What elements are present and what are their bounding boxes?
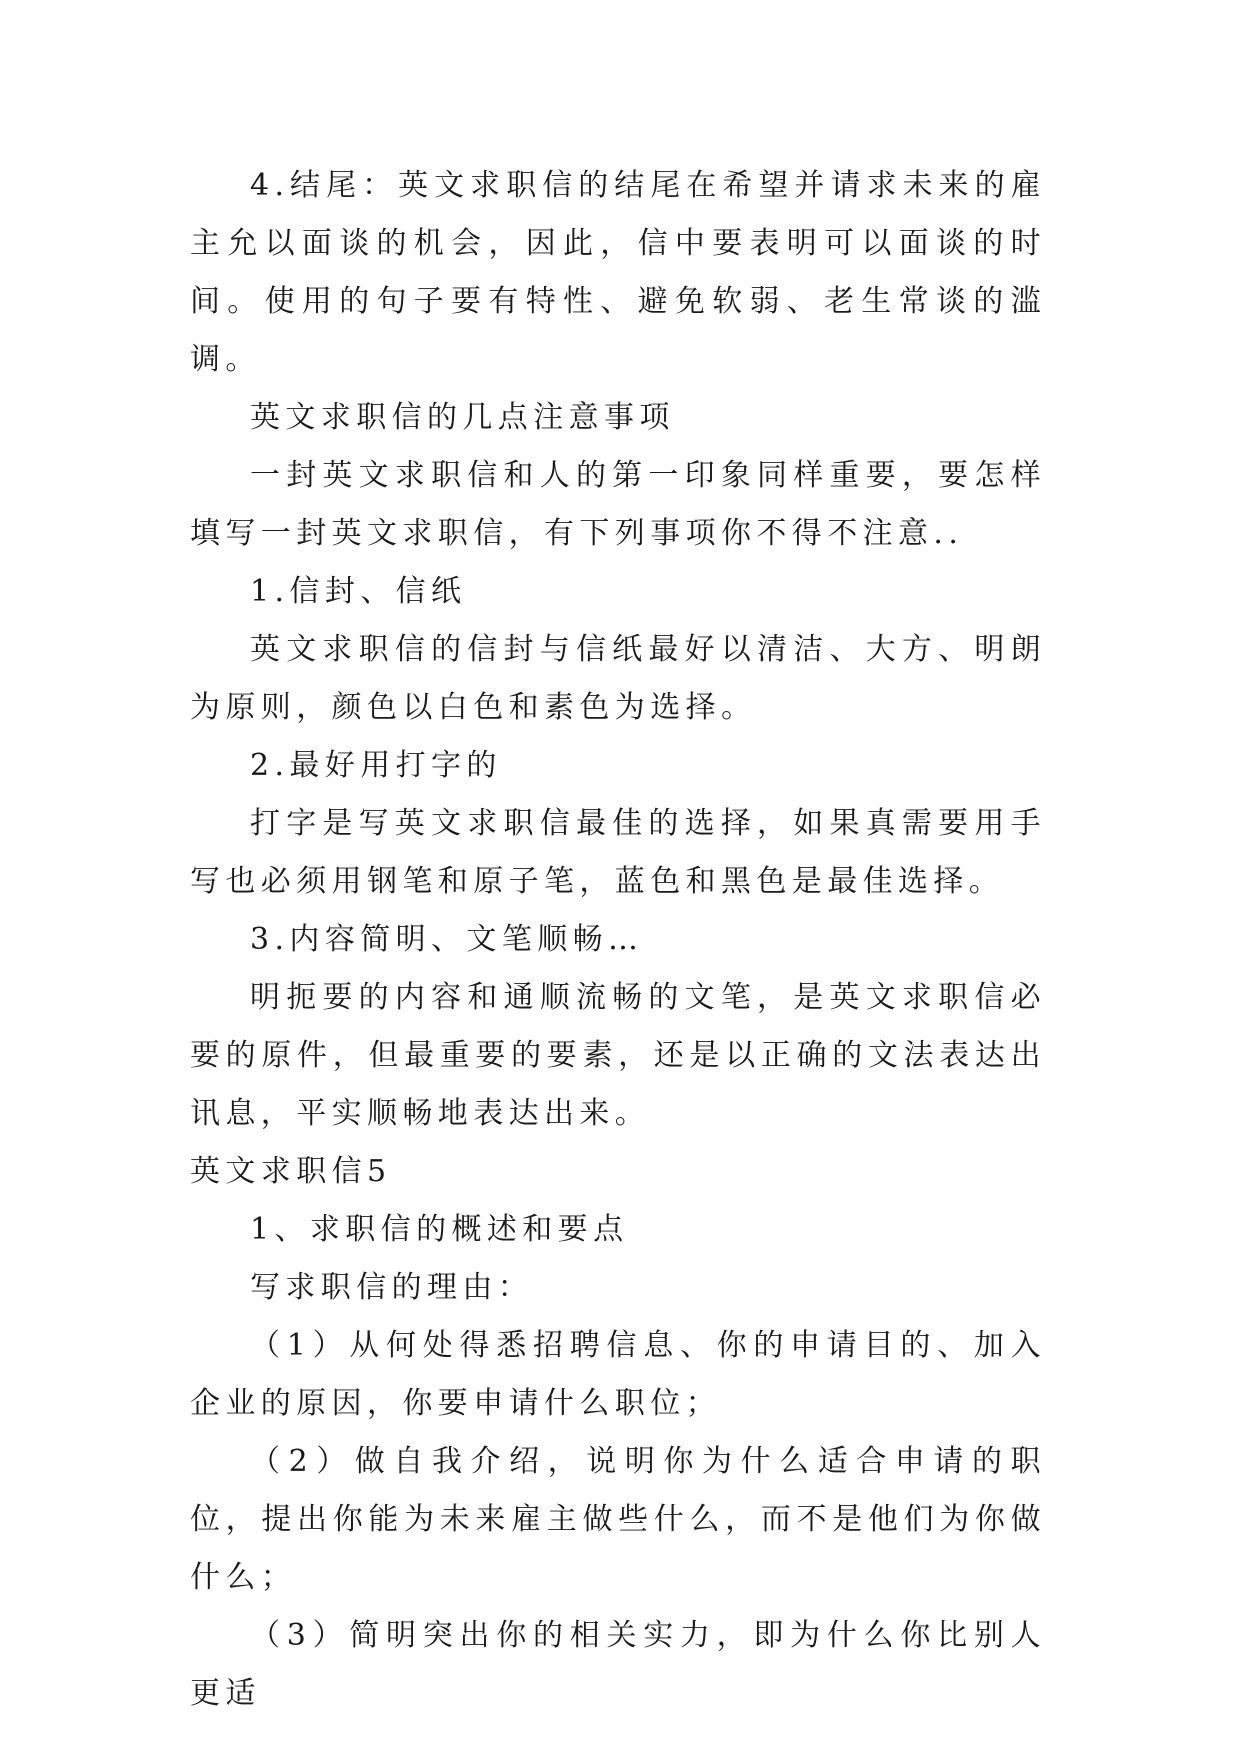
document-body [190, 157, 1046, 1723]
paragraph-typing: 打字是写英文求职信最佳的选择，如果真需要用手写也必须用钢笔和原子笔，蓝色和黑色是最佳选择。 [190, 806, 1046, 899]
section-heading-notes: 英文求职信的几点注意事项 [250, 400, 675, 435]
item-heading-typing: 2.最好用打字的 [250, 748, 502, 783]
paragraph-reasons-label: 写求职信的理由： [250, 1270, 534, 1305]
paragraph-intro-notes: 一封英文求职信和人的第一印象同样重要，要怎样填写一封英文求职信，有下列事项你不得不注意.. [190, 458, 1046, 551]
paragraph-closing-tip: 4.结尾：英文求职信的结尾在希望并请求未来的雇主允以面谈的机会，因此，信中要表明可以面谈的时间。使用的句子要有特性、避免软弱、老生常谈的滥调。 [190, 168, 1046, 377]
paragraph-content: 明扼要的内容和通顺流畅的文笔，是英文求职信必要的原件，但最重要的要素，还是以正确的文法表达出讯息，平实顺畅地表达出来。 [190, 980, 1046, 1131]
item-heading-envelope: 1.信封、信纸 [250, 574, 467, 609]
item-heading-content: 3.内容简明、文笔顺畅… [250, 922, 644, 957]
section-title-letter-5: 英文求职信5 [190, 1154, 392, 1189]
list-item-reason-3: （3）简明突出你的相关实力，即为什么你比别人更适 [190, 1618, 1046, 1711]
list-item-reason-2: （2）做自我介绍，说明你为什么适合申请的职位，提出你能为未来雇主做些什么，而不是他们为你做什么； [190, 1444, 1046, 1595]
subheading-overview: 1、求职信的概述和要点 [250, 1212, 629, 1247]
paragraph-envelope: 英文求职信的信封与信纸最好以清洁、大方、明朗为原则，颜色以白色和素色为选择。 [190, 632, 1046, 725]
list-item-reason-1: （1）从何处得悉招聘信息、你的申请目的、加入企业的原因，你要申请什么职位； [190, 1328, 1046, 1421]
